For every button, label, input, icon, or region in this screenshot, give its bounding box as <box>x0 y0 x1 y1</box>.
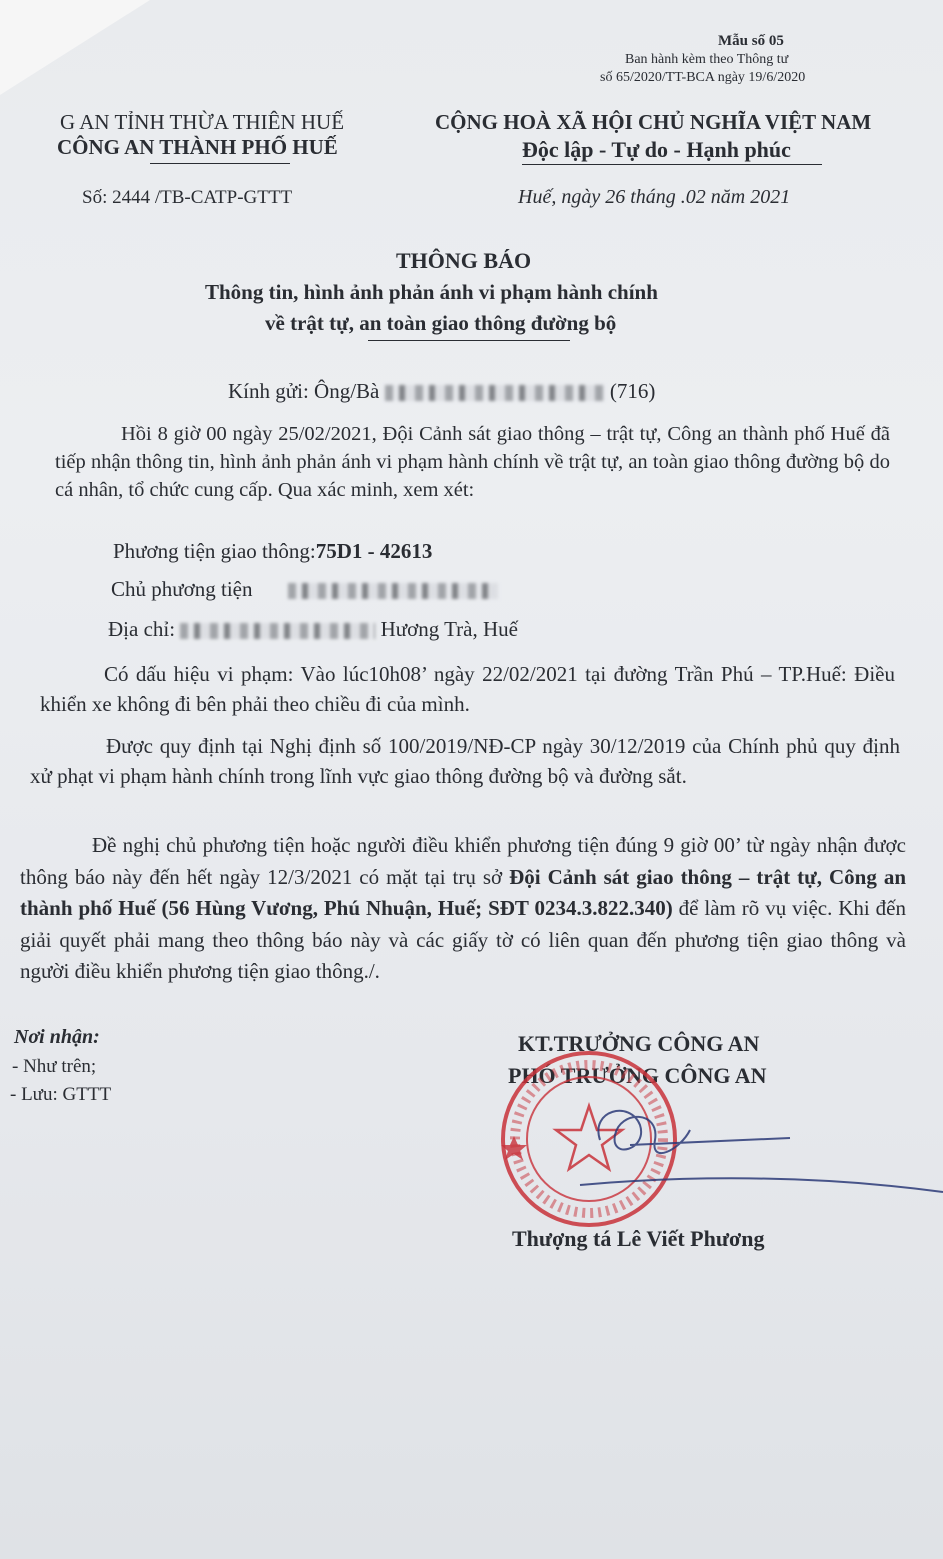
form-issued-line2: số 65/2020/TT-BCA ngày 19/6/2020 <box>600 70 806 85</box>
vehicle-line <box>113 541 432 562</box>
recipient-item-1: - Như trên; <box>12 1056 97 1077</box>
violation-paragraph: Có dấu hiệu vi phạm: Vào lúc10h08’ ngày 22/02/2021 tại đường Trần Phú – TP.Huế: Điều khiển xe không đi bên phải theo chiều đi của mình. <box>40 662 895 716</box>
regulation-paragraph: Được quy định tại Nghị định số 100/2019/NĐ-CP ngày 30/12/2019 của Chính phủ quy định xử phạt vi phạm hành chính trong lĩnh vực giao thông đường bộ và đường sắt. <box>30 734 900 788</box>
issuer-underline <box>150 163 290 164</box>
form-code: Mẫu số 05 <box>718 33 784 49</box>
address-label: Địa chỉ: <box>108 617 176 641</box>
vehicle-label: Phương tiện giao thông: <box>113 539 316 563</box>
signer-name: Thượng tá Lê Viết Phương <box>512 1226 765 1251</box>
redacted-owner <box>288 583 498 599</box>
recipients-title: Nơi nhận: <box>14 1026 100 1048</box>
recipient-item-2: - Lưu: GTTT <box>10 1084 112 1105</box>
document-number: Số: 2444 /TB-CATP-GTTT <box>82 187 293 208</box>
request-office: Đội Cảnh sát giao thông – trật tự, Công an thành phố Huế (56 Hùng Vương, Phú Nhuận, Huế; SĐT 0234.3.822.340) <box>20 864 906 920</box>
owner-label: Chủ phương tiện <box>111 577 253 601</box>
title-underline <box>368 340 570 341</box>
notice-subtitle-1: Thông tin, hình ảnh phản ánh vi phạm hành chính <box>205 280 658 304</box>
request-text-a: Đề nghị chủ phương tiện hoặc người điều khiển phương tiện đúng 9 giờ 00’ từ ngày nhận được thông báo này đến hết ngày 12/3/2021 có mặt tại trụ sở <box>20 833 906 889</box>
recipient-label: Kính gửi: Ông/Bà <box>228 379 380 403</box>
redacted-name <box>385 385 605 401</box>
issuer-line2: CÔNG AN THÀNH PHỐ HUẾ <box>57 135 338 159</box>
notice-subtitle-2: về trật tự, an toàn giao thông đường bộ <box>265 311 617 335</box>
nation-line1: CỘNG HOÀ XÃ HỘI CHỦ NGHĨA VIỆT NAM <box>435 110 872 134</box>
sign-title-2: PHÓ TRƯỞNG CÔNG AN <box>508 1063 767 1088</box>
signature-scribble <box>560 1080 943 1210</box>
nation-line2: Độc lập - Tự do - Hạnh phúc <box>522 137 791 162</box>
intro-paragraph: Hồi 8 giờ 00 ngày 25/02/2021, Đội Cảnh sát giao thông – trật tự, Công an thành phố Huế đã tiếp nhận thông tin, hình ảnh phản ánh vi phạm hành chính về trật tự, an toàn giao thông đường bộ do cá nhân, tổ chức cung cấp. Qua xác minh, xem xét: <box>55 423 890 501</box>
nation-underline <box>522 164 822 165</box>
sign-title-1: KT.TRƯỞNG CÔNG AN <box>518 1031 760 1056</box>
issue-date: Huế, ngày 26 tháng .02 năm 2021 <box>518 186 791 208</box>
recipient-code: (716) <box>609 379 656 403</box>
request-paragraph <box>20 830 906 988</box>
notice-title: THÔNG BÁO <box>396 248 532 273</box>
issuer-line1: G AN TỈNH THỪA THIÊN HUẾ <box>60 110 345 134</box>
redacted-address <box>180 623 375 639</box>
form-issued-line1: Ban hành kèm theo Thông tư <box>625 52 789 67</box>
address-line <box>108 619 518 640</box>
vehicle-plate: 75D1 - 42613 <box>315 539 433 563</box>
request-text-c: để làm rõ vụ việc. Khi đến giải quyết phải mang theo thông báo này và các giấy tờ có liên quan đến phương tiện giao thông và người điều khiển phương tiện giao thông./. <box>20 896 906 983</box>
owner-line <box>111 579 498 600</box>
address-tail: Hương Trà, Huế <box>380 617 518 641</box>
recipient-line <box>228 381 655 402</box>
